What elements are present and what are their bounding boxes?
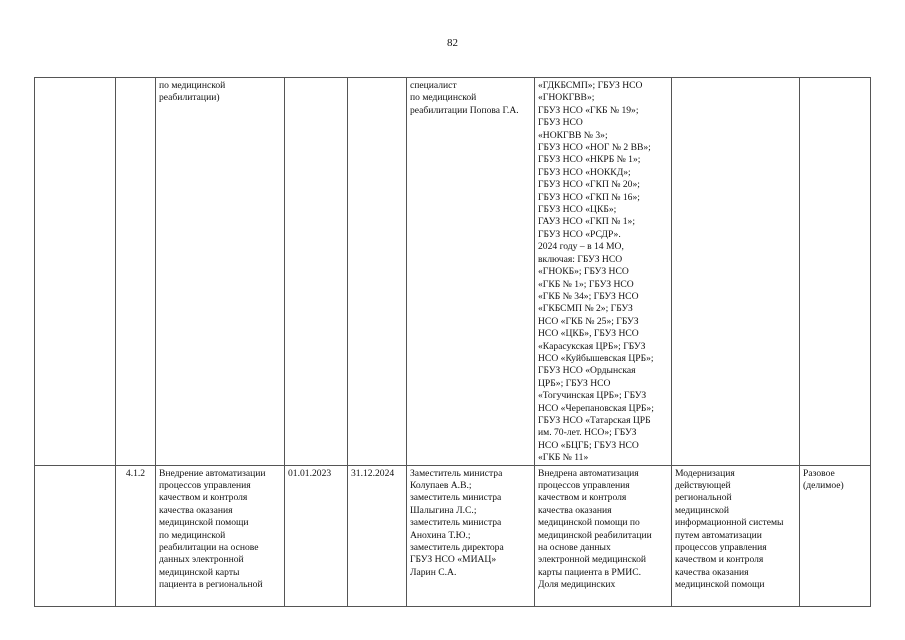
result-cell: «ГДКБСМП»; ГБУЗ НСО «ГНОКГВВ»; ГБУЗ НСО «ГКБ № 19»; ГБУЗ НСО «НОКГВВ № 3»; ГБУЗ НСО «НОГ № 2 ВВ»; ГБУЗ НСО «НКРБ № 1»; ГБУЗ НСО «НОККД»; ГБУЗ НСО «ГКП № 20»; ГБУЗ НСО «ГКП № 16»; ГБУЗ НСО «ЦКБ»; ГАУЗ НСО «ГКП № 1»; ГБУЗ НСО «РСДР». 2024 году – в 14 МО, включая: ГБУЗ НСО «ГНОКБ»; ГБУЗ НСО «ГКБ № 1»; ГБУЗ НСО «ГКБ № 34»; ГБУЗ НСО «ГКБСМП № 2»; ГБУЗ НСО «ГКБ № 25»; ГБУЗ НСО «ЦКБ», ГБУЗ НСО «Карасукская ЦРБ»; ГБУЗ НСО «Куйбышевская ЦРБ»; ГБУЗ НСО «Ордынская ЦРБ»; ГБУЗ НСО «Тогучинская ЦРБ»; ГБУЗ НСО «Черепановская ЦРБ»; ГБУЗ НСО «Татарская ЦРБ им. 70-лет. НСО»; ГБУЗ НСО «БЦГБ; ГБУЗ НСО «ГКБ № 11» <box>535 78 672 466</box>
blank-cell <box>35 465 116 606</box>
item-number-cell: 4.1.2 <box>116 465 156 606</box>
responsible-cell: специалист по медицинской реабилитации Попова Г.А. <box>407 78 535 466</box>
type-cell <box>800 78 871 466</box>
end-date-cell: 31.12.2024 <box>348 465 407 606</box>
type-cell: Разовое (делимое) <box>800 465 871 606</box>
blank-cell <box>35 78 116 466</box>
table-row <box>35 465 871 606</box>
end-date-cell <box>348 78 407 466</box>
result-cell: Внедрена автоматизация процессов управления качеством и контроля качества оказания медицинской помощи по медицинской реабилитации на основе данных электронной медицинской карты пациента в РМИС. Доля медицинских <box>535 465 672 606</box>
event-name-cell: по медицинской реабилитации) <box>156 78 285 466</box>
page-number: 82 <box>447 37 458 49</box>
item-number-cell <box>116 78 156 466</box>
table-row <box>35 78 871 466</box>
start-date-cell: 01.01.2023 <box>285 465 348 606</box>
link-cell: Модернизация действующей региональной медицинской информационной системы путем автоматизации процессов управления качеством и контроля качества оказания медицинской помощи <box>672 465 800 606</box>
link-cell <box>672 78 800 466</box>
responsible-cell: Заместитель министра Колупаев А.В.; заместитель министра Шалыгина Л.С.; заместитель министра Анохина Т.Ю.; заместитель директора ГБУЗ НСО «МИАЦ» Ларин С.А. <box>407 465 535 606</box>
plan-table <box>34 77 871 607</box>
event-name-cell: Внедрение автоматизации процессов управления качеством и контроля качества оказания медицинской помощи по медицинской реабилитации на основе данных электронной медицинской карты пациента в региональной <box>156 465 285 606</box>
start-date-cell <box>285 78 348 466</box>
